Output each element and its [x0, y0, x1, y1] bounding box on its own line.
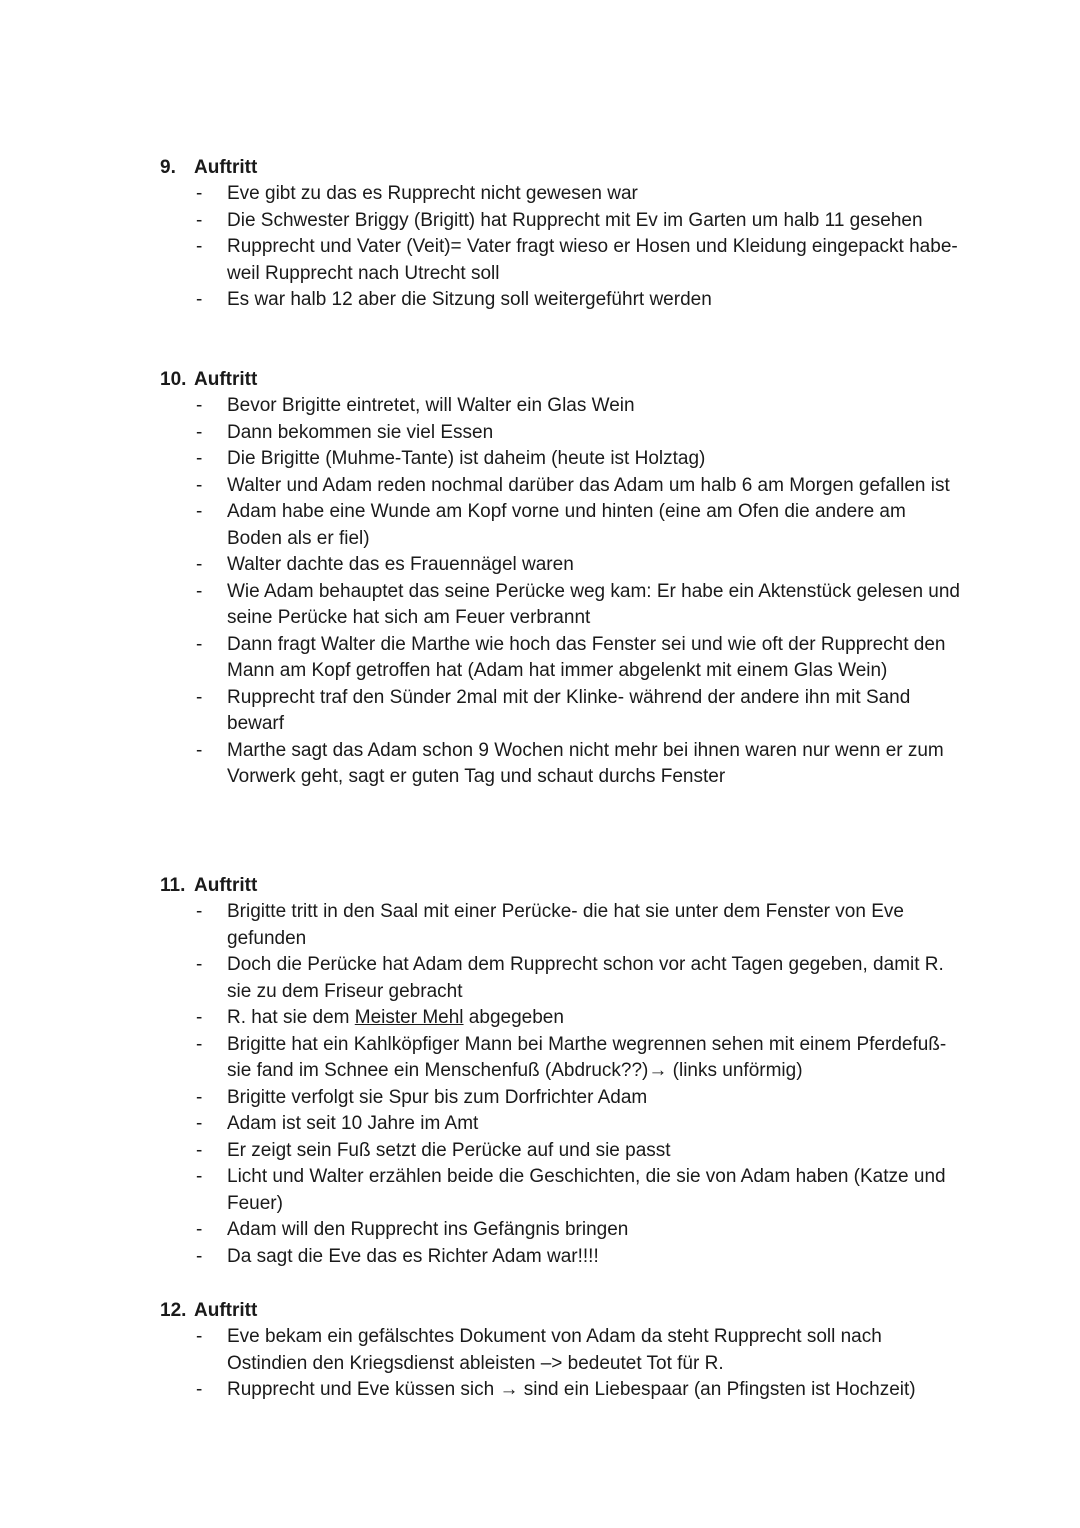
list-item: - Er zeigt sein Fuß setzt die Perücke auf und sie passt	[196, 1139, 671, 1161]
list-item: - Marthe sagt das Adam schon 9 Wochen nicht mehr bei ihnen waren nur wenn er zum Vorwerk geht, sagt er guten Tag und schaut durchs Fenster	[196, 739, 944, 787]
list-item: - Walter und Adam reden nochmal darüber das Adam um halb 6 am Morgen gefallen ist	[196, 474, 950, 496]
section-10	[160, 367, 960, 791]
bullet-list	[160, 181, 960, 314]
list-item: - Brigitte hat ein Kahlköpfiger Mann bei Marthe wegrennen sehen mit einem Pferdefuß- sie fand im Schnee ein Menschenfuß (Abdruck??)→ (links unförmig)	[196, 1033, 947, 1081]
list-item: - Bevor Brigitte eintretet, will Walter ein Glas Wein	[196, 395, 635, 416]
bullet-list	[160, 393, 960, 791]
section-title: Auftritt	[194, 157, 258, 178]
list-item: - Rupprecht traf den Sünder 2mal mit der Klinke- während der andere ihn mit Sand bewarf	[196, 686, 911, 734]
section-heading	[160, 155, 960, 181]
section-title: Auftritt	[194, 369, 258, 390]
bullet-list	[160, 899, 960, 1270]
list-item: - Eve bekam ein gefälschtes Dokument von Adam da steht Rupprecht soll nach Ostindien den Kriegsdienst ableisten –> bedeutet Tot für R.	[196, 1326, 882, 1374]
section-title: Auftritt	[194, 875, 258, 896]
list-item: - Eve gibt zu das es Rupprecht nicht gewesen war	[196, 183, 638, 204]
list-item: - Dann fragt Walter die Marthe wie hoch das Fenster sei und wie oft der Rupprecht den Mann am Kopf getroffen hat (Adam hat immer abgelenkt mit einem Glas Wein)	[196, 633, 946, 681]
section-number: 11.	[160, 875, 186, 896]
list-item: - Wie Adam behauptet das seine Perücke weg kam: Er habe ein Aktenstück gelesen und seine Perücke hat sich am Feuer verbrannt	[196, 580, 961, 628]
list-item: - Rupprecht und Vater (Veit)= Vater fragt wieso er Hosen und Kleidung eingepackt habe- weil Rupprecht nach Utrecht soll	[196, 236, 958, 284]
list-item: - Doch die Perücke hat Adam dem Rupprecht schon vor acht Tagen gegeben, damit R. sie zu dem Friseur gebracht	[196, 954, 944, 1002]
list-item: - R. hat sie dem Meister Mehl abgegeben	[196, 1007, 564, 1028]
section-12	[160, 1298, 960, 1404]
list-item: - Die Brigitte (Muhme-Tante) ist daheim (heute ist Holztag)	[196, 448, 706, 469]
list-item: - Es war halb 12 aber die Sitzung soll weitergeführt werden	[196, 289, 712, 310]
section-heading	[160, 1298, 960, 1324]
section-title: Auftritt	[194, 1300, 258, 1321]
section-11	[160, 873, 960, 1270]
list-item: - Die Schwester Briggy (Brigitt) hat Rupprecht mit Ev im Garten um halb 11 gesehen	[196, 209, 923, 231]
list-item: - Adam habe eine Wunde am Kopf vorne und hinten (eine am Ofen die andere am Boden als er fiel)	[196, 501, 906, 549]
list-item: - Brigitte tritt in den Saal mit einer Perücke- die hat sie unter dem Fenster von Eve gefunden	[196, 901, 904, 949]
list-item: - Brigitte verfolgt sie Spur bis zum Dorfrichter Adam	[196, 1086, 648, 1108]
list-item: - Walter dachte das es Frauennägel waren	[196, 554, 574, 575]
section-heading	[160, 367, 960, 393]
section-9	[160, 155, 960, 314]
bullet-list	[160, 1324, 960, 1404]
section-number: 12.	[160, 1300, 187, 1321]
section-heading	[160, 873, 960, 899]
section-number: 9.	[160, 157, 176, 178]
list-item: - Licht und Walter erzählen beide die Geschichten, die sie von Adam haben (Katze und Feuer)	[196, 1166, 946, 1214]
list-item: - Rupprecht und Eve küssen sich → sind ein Liebespaar (an Pfingsten ist Hochzeit)	[196, 1379, 916, 1400]
list-item: - Adam ist seit 10 Jahre im Amt	[196, 1113, 479, 1134]
list-item: - Adam will den Rupprecht ins Gefängnis bringen	[196, 1219, 629, 1240]
list-item: - Da sagt die Eve das es Richter Adam war!!!!	[196, 1245, 599, 1267]
underlined-name: Meister Mehl	[354, 1007, 464, 1028]
list-item: - Dann bekommen sie viel Essen	[196, 421, 494, 443]
section-number: 10.	[160, 369, 187, 390]
